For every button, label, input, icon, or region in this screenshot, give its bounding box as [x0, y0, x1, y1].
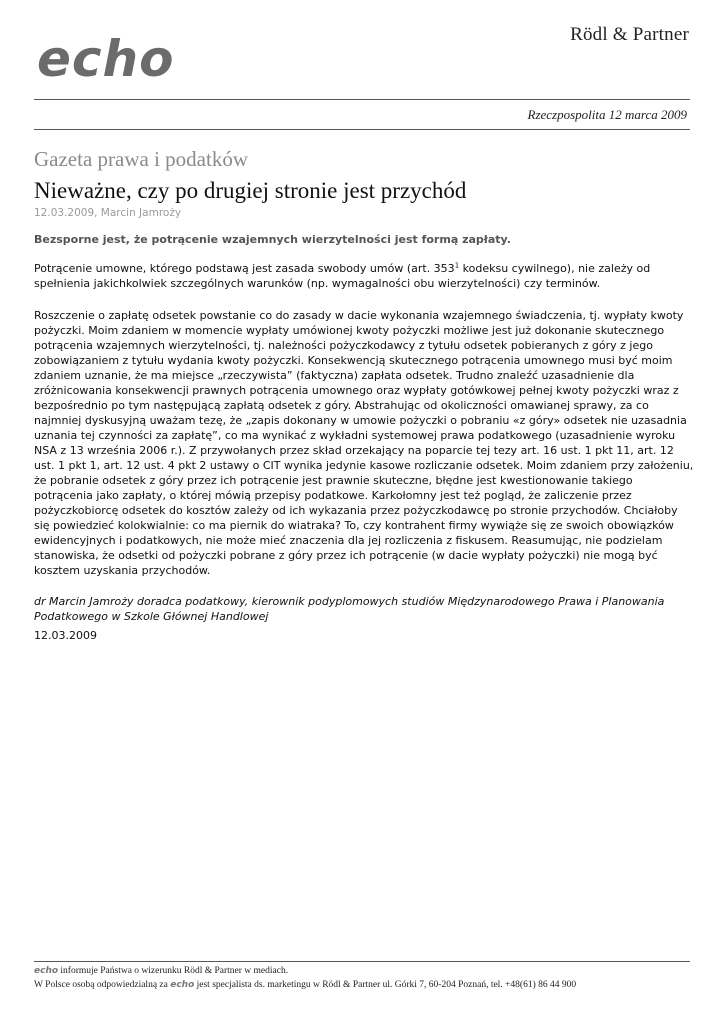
article-byline: 12.03.2009, Marcin Jamroży: [34, 207, 182, 219]
paragraph-1-end: kodeksu cywilnego), nie zależy od spełnienia jakichkolwiek szczególnych warunków (np. wymagalności obu wierzytelności) czy terminów.: [34, 262, 651, 290]
superscript: 1: [454, 261, 460, 270]
source-publication: Rzeczpospolita 12 marca 2009: [527, 107, 687, 122]
footer-line-2-start: W Polsce osobą odpowiedzialną za: [34, 980, 171, 990]
footer-line-1-text: informuje Państwa o wizerunku Rödl & Partner w mediach.: [58, 966, 289, 976]
footer-line-2-end: jest specjalista ds. marketingu w Rödl & Partner ul. Górki 7, 60-204 Poznań, tel. +48(61) 86 44 900: [194, 980, 577, 990]
footer-echo-logo: echo: [34, 966, 59, 976]
article-date: 12.03.2009: [34, 629, 97, 642]
footer-line-1: [34, 964, 694, 978]
header-divider-bottom: [34, 129, 690, 130]
section-title: Gazeta prawa i podatków: [34, 147, 248, 171]
brand-name: Rödl & Partner: [570, 24, 689, 45]
header-divider-top: [34, 99, 690, 100]
echo-logo: echo: [37, 30, 175, 88]
author-note: dr Marcin Jamroży doradca podatkowy, kierownik podyplomowych studiów Międzynarodowego Prawa i Planowania Podatkowego w Szkole Głównej Handlowej: [34, 595, 665, 623]
footer-divider: [34, 961, 690, 962]
article-title: Nieważne, czy po drugiej stronie jest przychód: [34, 178, 467, 203]
footer: [34, 964, 694, 992]
article-body: [34, 232, 694, 643]
article-lead: Bezsporne jest, że potrącenie wzajemnych wierzytelności jest formą zapłaty.: [34, 233, 511, 246]
paragraph-1-start: Potrącenie umowne, którego podstawą jest zasada swobody umów (art. 353: [34, 262, 455, 275]
footer-echo-logo-2: echo: [170, 980, 195, 990]
paragraph-2: Roszczenie o zapłatę odsetek powstanie co do zasady w dacie wykonania wzajemnego świadczenia, tj. wypłaty kwoty pożyczki. Moim zdaniem w momencie wypłaty umówionej kwoty pożyczki możliwe jest już dokonanie skutecznego potrącenia wzajemnych wierzytelności, tj. należności pożyczkodawcy z tytułu odsetek pobieranych z góry z jego zobowiązaniem z tytułu wydania kwoty pożyczki. Konsekwencją skutecznego potrącenia umownego musi być moim zdaniem uznanie, że ma miejsce „rzeczywista” (faktyczna) zapłata odsetek. Trudno znaleźć uzasadnienie dla zróżnicowania konsekwencji prawnych potrącenia umownego oraz wypłaty gotówkowej pełnej kwoty pożyczki wraz z bezpośrednio po tym następującą zapłatą odsetek z góry. Abstrahując od okoliczności omawianej sprawy, za co najmniej dyskusyjną uważam tezę, że „zapis dokonany w umowie pożyczki o pobraniu «z góry» odsetek nie uzasadnia uznania tej czynności za zapłatę”, co ma wynikać z wykładni systemowej prawa podatkowego (uzasadnienie wyroku NSA z 13 września 2006 r.). Z przywołanych przez skład orzekający na poparcie tej tezy art. 16 ust. 1 pkt 11, art. 12 ust. 1 pkt 1, art. 12 ust. 4 pkt 2 ustawy o CIT wynika jedynie kasowe rozliczanie odsetek. Moim zdaniem przy założeniu, że pobranie odsetek z góry przez ich potrącenie jest prawnie skuteczne, błędne jest kwestionowanie takiego potrącenia jako zapłaty, o której mówią przepisy podatkowe. Karkołomny jest też pogląd, że zaliczenie przez pożyczkobiorcę odsetek do kosztów zależy od ich wykazania przez pożyczkodawcę po stronie przychodów. Chciałoby się powiedzieć kolokwialnie: co ma piernik do wiatraka? To, czy kontrahent firmy wywiąże się ze swoich obowiązków ewidencyjnych i podatkowych, nie może mieć znaczenia dla jej rozliczenia z fiskusem. Reasumując, nie podzielam stanowiska, że odsetki od pożyczki pobrane z góry przez ich potrącenie (w dacie wypłaty pożyczki) nie mogą być kosztem uzyskania przychodów.: [34, 309, 694, 577]
footer-line-2: [34, 978, 694, 992]
paragraph-1: [34, 261, 694, 291]
